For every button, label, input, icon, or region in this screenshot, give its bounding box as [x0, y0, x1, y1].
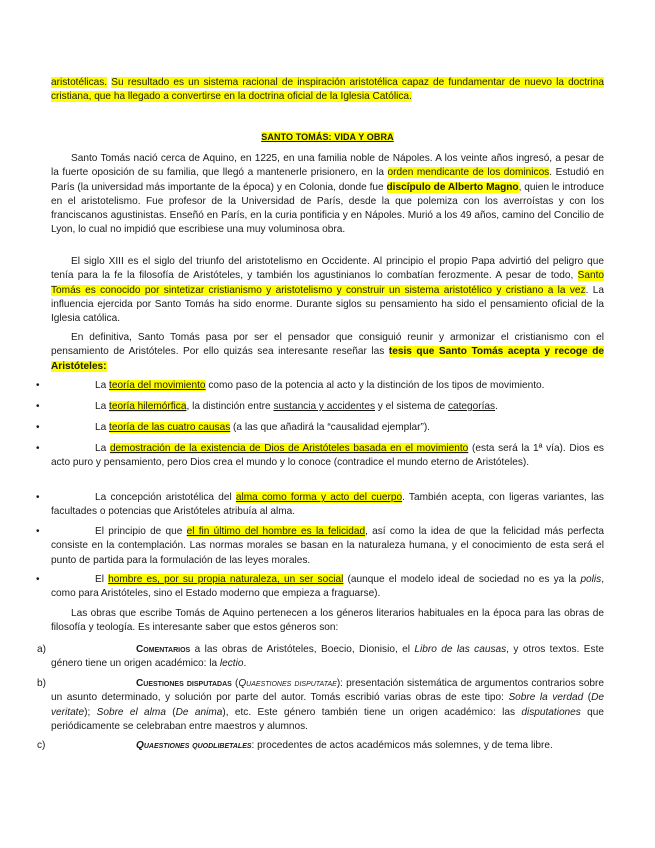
list-item-cuestiones: Cuestiones disputadas (Quaestiones disputatae): presentación sistemática de argumentos contrarios sobre un asunto determinado, y solución por parte del autor. Tomás escribió varias obras de este tipo: Sobre la verdad (De veritate); Sobre el alma (De anima), etc. Este género también tiene un origen académico: las disputationes que periódicamente se celebraban entre maestros y alumnos. — [51, 678, 605, 732]
paragraph-tesis: En definitiva, Santo Tomás pasa por ser el pensador que consiguió reunir y armonizar el cristianismo con el pensamiento de Aristóteles. Por ello quizás sea interesante reseñar las tesis que Santo Tomás acepta y recoge de Aristóteles: — [51, 332, 604, 372]
bullet-marker: • — [36, 422, 40, 433]
bullet-marker: • — [36, 574, 40, 585]
paragraph-obras: Las obras que escribe Tomás de Aquino pertenecen a los géneros literarios habituales en la época para las obras de filosofía y teología. Es interesante saber que estos géneros son: — [51, 608, 604, 634]
highlight: Su resultado es un sistema racional de inspiración aristotélica capaz de fundamentar de nuevo la doctrina cristiana, que ha llegado a convertirse en la doctrina oficial de la Iglesia Católica. — [51, 77, 604, 103]
bullet-marker: • — [36, 526, 40, 537]
bullet-item: La concepción aristotélica del alma como forma y acto del cuerpo. También acepta, con ligeras variantes, las facultades o potencias que Aristóteles atribuía al alma. — [51, 492, 604, 518]
list-item-quodlibetales: Quaestiones quodlibetales: procedentes de actos académicos más solemnes, y de tema libre. — [136, 740, 553, 751]
highlight: Santo Tomás es conocido por sintetizar cristianismo y aristotelismo y construir un sistema aristotélico y cristiano a la vez — [51, 270, 604, 296]
bullet-item: La teoría hilemórfica, la distinción entre sustancia y accidentes y el sistema de categorías. — [95, 401, 498, 412]
list-item-comentarios: Comentarios a las obras de Aristóteles, Boecio, Dionisio, el Libro de las causas, y otros textos. Este género tiene un origen académico: la lectio. — [51, 644, 604, 670]
bullet-item: La demostración de la existencia de Dios de Aristóteles basada en el movimiento (esta será la 1ª vía). Dios es acto puro y pensamiento, pero Dios crea el mundo y lo conoce (contradice el mundo eterno de Aristóteles). — [51, 443, 604, 469]
paragraph-siglo-xiii: El siglo XIII es el siglo del triunfo del aristotelismo en Occidente. Al principio el propio Papa advirtió del peligro que tenía para la fe la filosofía de Aristóteles, y también los agustinianos lo combatían ferozmente. A pesar de todo, Santo Tomás es conocido por sintetizar cristianismo y aristotelismo y construir un sistema aristotélico y cristiano a la vez. La influencia ejercida por Santo Tomás ha sido enorme. Durante siglos su pensamiento ha sido el pensamiento oficial de la Iglesia católica. — [51, 256, 604, 325]
paragraph-biography: Santo Tomás nació cerca de Aquino, en 1225, en una familia noble de Nápoles. A los veinte años ingresó, a pesar de la fuerte oposición de su familia, que llegó a mantenerle prisionero, en la orden mendicante de los dominicos. Estudió en París (la universidad más importante de la época) y en Colonia, donde fue discípulo de Alberto Magno, quien le introduce en el aristotelismo. Fue profesor de la Universidad de París, desde la que polemiza con los averroístas y con los franciscanos agustinistas. Enseñó en París, en la curia pontificia y en Nápoles. Murió a los 49 años, camino del Concilio de Lyon, lo cual no impidió que escribiese una muy voluminosa obra. — [51, 153, 605, 236]
highlight: discípulo de Alberto Magno — [386, 181, 519, 193]
list-marker: b) — [37, 678, 46, 689]
section-heading: SANTO TOMÁS: VIDA Y OBRA — [261, 132, 394, 142]
list-marker: a) — [37, 644, 46, 655]
bullet-marker: • — [36, 443, 40, 454]
highlight: aristotélicas. — [51, 77, 108, 88]
bullet-item: La teoría de las cuatro causas (a las que añadirá la “causalidad ejemplar”). — [95, 422, 430, 433]
bullet-item: La teoría del movimiento como paso de la potencia al acto y la distinción de los tipos de movimiento. — [95, 380, 545, 391]
highlight: orden mendicante de los dominicos — [387, 167, 550, 179]
highlight: tesis que Santo Tomás acepta y recoge de Aristóteles: — [51, 346, 604, 372]
intro-paragraph — [51, 76, 604, 105]
bullet-marker: • — [36, 492, 40, 503]
bullet-marker: • — [36, 401, 40, 412]
bullet-item: El principio de que el fin último del hombre es la felicidad, así como la idea de que la felicidad más perfecta consiste en la contemplación. Las normas morales se basan en la naturaleza humana, y el conocimiento de esta será el punto de partida para la formulación de las leyes morales. — [51, 526, 604, 566]
bullet-item: El hombre es, por su propia naturaleza, un ser social (aunque el modelo ideal de sociedad no es ya la polis, como para Aristóteles, sino el Estado moderno que empieza a fraguarse). — [51, 574, 605, 600]
list-marker: c) — [37, 740, 46, 751]
bullet-marker: • — [36, 380, 40, 391]
